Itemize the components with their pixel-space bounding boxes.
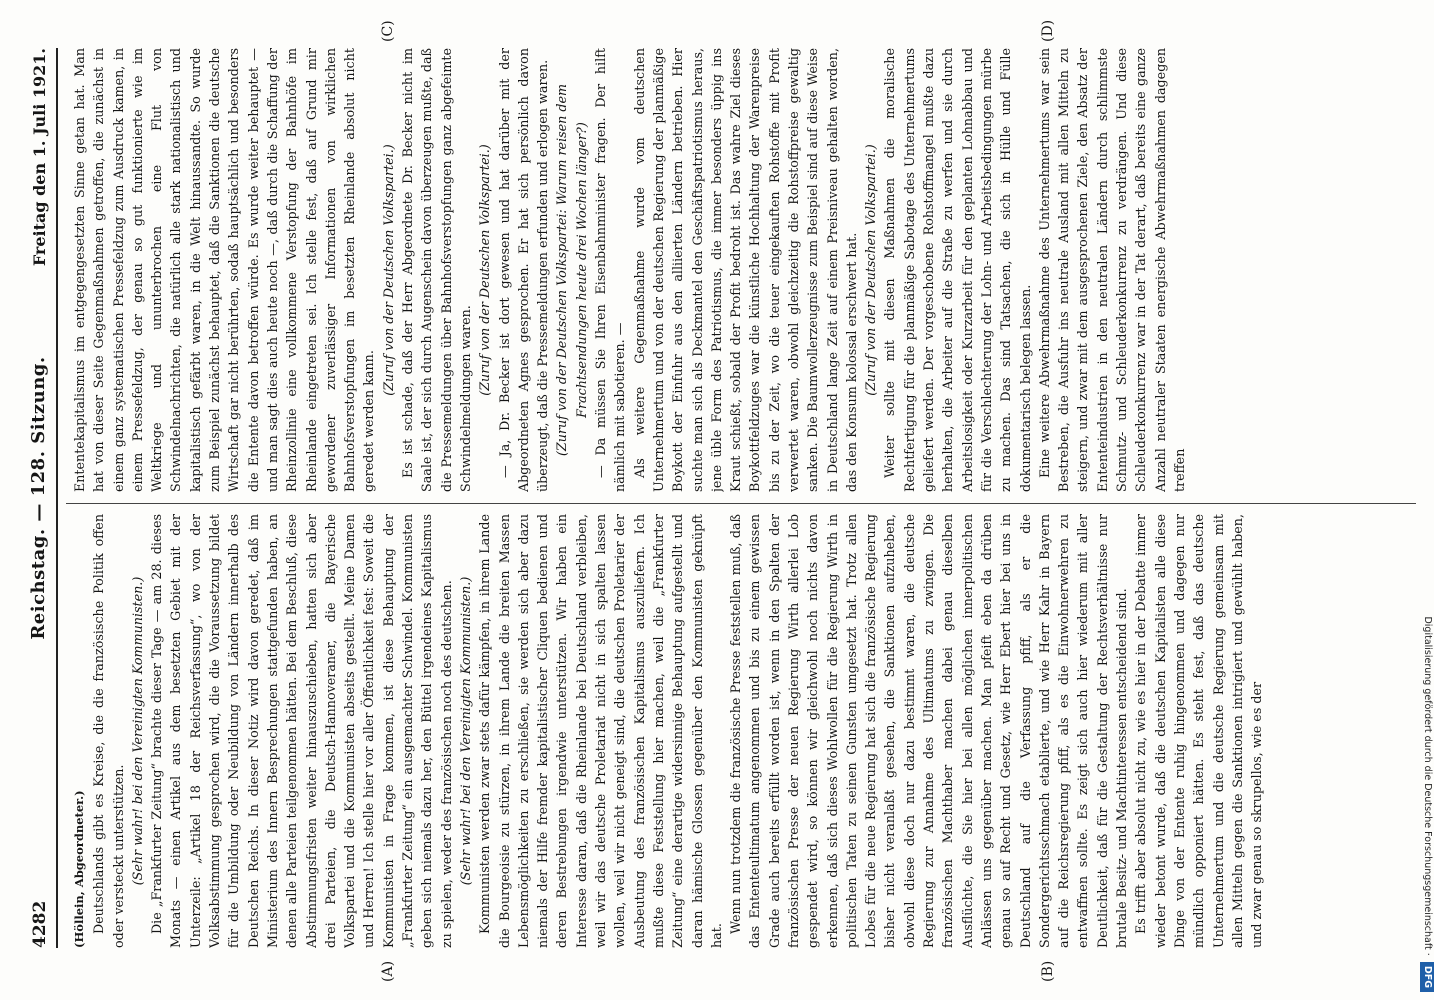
page-header: [18, 48, 58, 948]
paragraph: Eine weitere Abwehrmaßnahme des Unternehmertums war sein Bestreben, die Ausfuhr ins neutrale Ausland mit allen Mitteln zu steigern, und zwar mit dem ausgesprochenen Ziele, den Absatz der Ententeindustrien in den neutralen Ländern durch schlimmste Schmutz- und Schleuderkonkurrenz zu verdrängen. Und diese Schleuderkonkurrenz war in der Tat derart, daß bereits eine ganze Anzahl neutraler Staaten energische Abwehrmaßnahmen dagegen treffen: [1036, 48, 1187, 492]
margin-marker-c: (C): [380, 20, 396, 42]
session-date: Freitag den 1. Juli 1921.: [30, 48, 49, 267]
column-divider: [66, 503, 1416, 504]
interjection: (Zuruf von der Deutschen Volkspartei.): [380, 144, 396, 396]
paragraph: Weiter sollte mit diesen Maßnahmen die moralische Rechtfertigung für die planmäßige Sabotage des Unternehmertums geliefert werden. Der vorgeschobene Rohstoffmangel mußte dazu herhalten, die Arbeiter auf die Straße zu werfen und sie durch Arbeitslosigkeit oder Kurzarbeit für den geplanten Lohnabbau und für die Verschlechterung der Lohn- und Arbeitsbedingungen mürbe zu machen. Das sind Tatsachen, die sich in Hülle und Fülle dokumentarisch belegen lassen.: [882, 48, 1033, 492]
page-title: Reichstag. — 128. Sitzung.: [28, 356, 49, 640]
interjection: (Zuruf von der Deutschen Volkspartei.): [477, 144, 493, 396]
paragraph: Ententekapitalismus im entgegengesetzten Sinne getan hat. Man hat von dieser Seite Gegenmaßnahmen getroffen, die zunächst in einem ganz systematischen Pressefeldzug zum Ausdruck kamen, in einem Pressefeldzug, der genau so gut funktionierte wie im Weltkriege und ununterbrochen eine Flut von Schwindelnachrichten, die natürlich alle stark nationalistisch und kapitalistisch gefärbt waren, in die Welt hinaussandte. So wurde zum Beispiel zunächst behauptet, daß die Sanktionen die deutsche Wirtschaft gar nicht berührten, sodaß hauptsächlich und besonders die Entente davon betroffen würde. Es wurde weiter behauptet — und man sagt dies auch heute noch —, daß durch die Schaffung der Rheinzollinie eine vollkommene Verstopfung der Bahnhöfe im Rheinlande eingetreten sei. Ich stelle fest, daß auf Grund mir gewordener zuverlässiger Informationen von wirklichen Bahnhofsverstopfungen im besetzten Rheinlande absolut nicht geredet werden kann.: [72, 48, 377, 492]
margin-marker-a: (A): [380, 960, 396, 982]
digitization-notice: [1420, 8, 1434, 992]
speaker-label: (Höllein, Abgeordneter.): [72, 790, 86, 948]
paragraph: Es ist schade, daß der Herr Abgeordnete Dr. Becker nicht im Saale ist, der sich durch Augenschein davon überzeugen mußte, daß die Pressemeldungen über Bahnhofsverstopfungen ganz abgefeimte Schwindelmeldungen waren.: [400, 48, 473, 492]
paragraph: Wenn nun trotzdem die französische Presse feststellen muß, daß das Ententeultimatum angenommen und bis zu einem gewissen Grade auch bereits erfüllt worden ist, wenn in den Spalten der französischen Presse der neuen Regierung Wirth allerlei Lob gespendet wird, so können wir gleichwohl noch nichts davon erkennen, daß sich dieses Wohlwollen für die Regierung Wirth in politischen Taten zu seinen Gunsten umgesetzt hat. Trotz allen Lobes für die neue Regierung hat sich die französische Regierung bisher nicht veranlaßt gesehen, die Sanktionen aufzuheben, obwohl diese doch nur dazu bestimmt waren, die deutsche Regierung zur Annahme des Ultimatums zu zwingen. Die französischen Machthaber machen dabei genau dieselben Ausflüchte, die Sie hier bei allen möglichen innerpolitischen Anlässen uns gegenüber machen. Man pfeift eben da drüben genau so auf Recht und Gesetz, wie Herr Ebert hier bei uns in Deutschland auf die Verfassung pfiff, als er die Sondergerichtsschmach etablierte, und wie Herr Kahr in Bayern auf die Reichsregierung pfiff, als es die Einwohnerwehren zu entwaffnen sollte. Es zeigt sich auch hier wiederum mit aller Deutlichkeit, daß für die Gestaltung der Rechtsverhältnisse nur brutale Besitz- und Machtinteressen entscheidend sind.: [728, 514, 1130, 948]
margin-marker-b: (B): [1040, 960, 1056, 982]
dfg-logo: DFG: [1420, 962, 1434, 992]
right-text-column: [70, 48, 1410, 492]
page-number: 4282: [30, 900, 50, 948]
paragraph: Als weitere Gegenmaßnahme wurde vom deutschen Unternehmertum und von der deutschen Regierung der planmäßige Boykott der Einfuhr aus den alliierten Ländern betrieben. Hier suchte man sich als Deckmantel den Geschäftspatriotismus heraus, jene üble Form des Patriotismus, die immer besonders üppig ins Kraut schießt, sobald der Profit bedroht ist. Das wahre Ziel dieses Boykottfeldzuges war die künstliche Hochhaltung der Warenpreise bis zu der Zeit, wo die teuer eingekauften Rohstoffe mit Profit verwertet waren, obwohl gleichzeitig die Rohstoffpreise gewaltig sanken. Die Baumwollerzeugnisse zum Beispiel sind auf diese Weise in Deutschland lange Zeit auf einem Preisniveau gehalten worden, das den Konsum kolossal erschwert hat.: [631, 48, 859, 492]
paragraph: Kommunisten werden zwar stets dafür kämpfen, in ihrem Lande die Bourgeoisie zu stürzen, in ihrem Lande die breiten Massen Lebensmöglichkeiten zu erschließen, sie werden sich aber dazu niemals der Hilfe fremder kapitalistischer Cliquen bedienen und deren Bestrebungen irgendwie unterstützen. Wir haben ein Interesse daran, daß die Rheinlande bei Deutschland verbleiben, weil wir das deutsche Proletariat nicht in sich spalten lassen wollen, weil wir nicht geneigt sind, die deutschen Proletarier der Ausbeutung des französischen Kapitalismus auszuliefern. Ich mußte diese Feststellung hier machen, weil die „Frankfurter Zeitung“ eine derartige widersinnige Behauptung aufgestellt und daran hämische Glossen gegenüber den Kommunisten geknüpft hat.: [477, 514, 724, 948]
digitization-notice-text: Digitalisierung gefördert durch die Deutsche Forschungsgemeinschaft ·: [1422, 616, 1433, 956]
paragraph: Es trifft aber absolut nicht zu, wie es hier in der Debatte immer wieder betont wurde, daß die deutschen Kapitalisten alle diese Dinge von der Entente ruhig hingenommen und dagegen nur mündlich opponiert hätten. Es steht fest, daß das deutsche Unternehmertum und die deutsche Regierung gemeinsam mit allen Mitteln gegen die Sanktionen intrigiert und gewühlt haben, und zwar genau so skrupellos, wie es der: [1133, 514, 1265, 948]
left-text-column: [70, 514, 1410, 948]
paragraph: Die „Frankfurter Zeitung“ brachte dieser Tage — am 28. dieses Monats — einen Artikel aus dem besetzten Gebiet mit der Unterzeile: „Artikel 18 der Reichsverfassung“, wo von der Volksabstimmung gesprochen wird, die die Voraussetzung bildet für die Umbildung oder Neubildung von Ländern innerhalb des Deutschen Reichs. In dieser Notiz wird davon geredet, daß im Ministerium des Innern Besprechungen stattgefunden haben, an denen alle Parteien teilgenommen hätten. Bei dem Beschluß, diese Abstimmungsfristen weiter hinauszuschieben, hatten sich aber drei Parteien, die Deutsch-Hannoveraner, die Bayerische Volkspartei und die Kommunisten abseits gestellt. Meine Damen und Herren! Ich stelle hier vor aller Öffentlichkeit fest: Soweit die Kommunisten in Frage kommen, ist diese Behauptung der „Frankfurter Zeitung“ ein ausgemachter Schwindel. Kommunisten geben sich niemals dazu her, den Büttel irgendeines Kapitalismus zu spielen, weder des französischen noch des deutschen.: [149, 514, 454, 948]
interjection: (Sehr wahr! bei den Vereinigten Kommunisten.): [129, 576, 145, 886]
interjection: (Sehr wahr! bei den Vereinigten Kommunisten.): [457, 576, 473, 886]
paragraph: Deutschlands gibt es Kreise, die die französische Politik offen oder versteckt unterstützen.: [91, 514, 126, 948]
paragraph: — Da müssen Sie Ihren Eisenbahnminister fragen. Der hilft nämlich mit sabotieren. —: [593, 48, 628, 492]
interjection: (Zuruf von der Deutschen Volkspartei: Warum reisen dem Frachtsendungen heute drei Wochen länger?): [554, 83, 589, 457]
interjection: (Zuruf von der Deutschen Volkspartei.): [863, 144, 879, 396]
paragraph: — Ja, Dr. Becker ist dort gewesen und hat darüber mit der Abgeordneten Agnes gesprochen. Er hat sich persönlich davon überzeugt, daß die Pressemeldungen erfunden und erlogen waren.: [496, 48, 551, 492]
margin-marker-d: (D): [1040, 19, 1056, 42]
